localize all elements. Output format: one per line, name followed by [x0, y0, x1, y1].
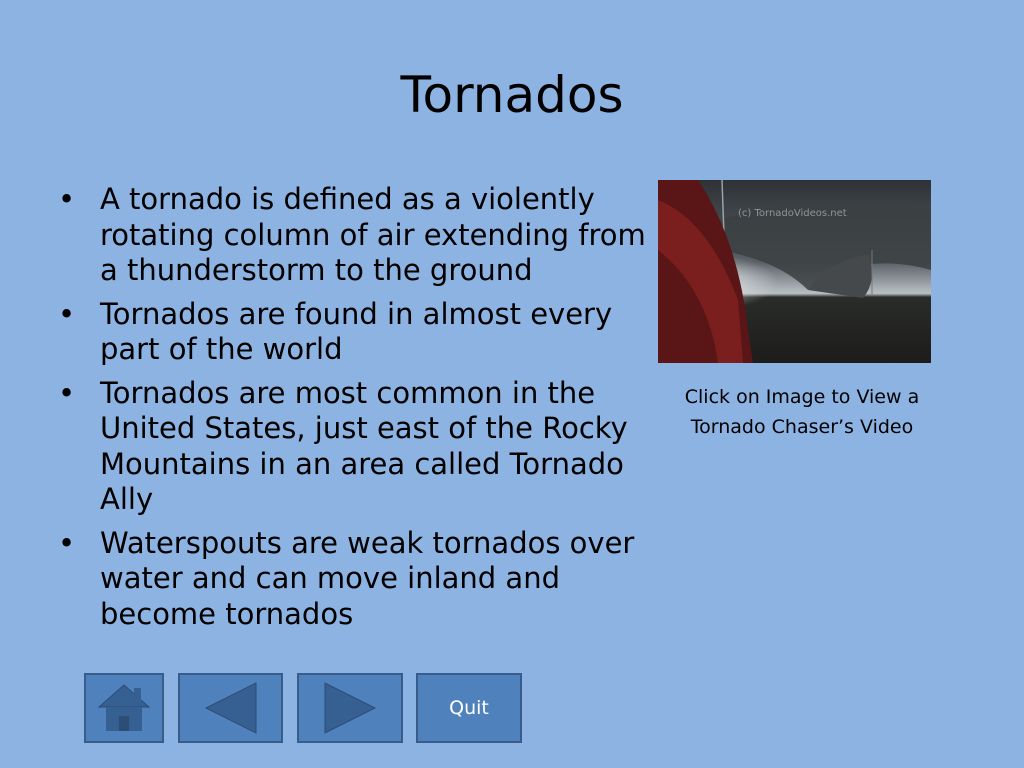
bullet-list: [58, 182, 658, 640]
watermark-text: (c) TornadoVideos.net: [738, 208, 847, 219]
tornado-video-thumbnail[interactable]: [658, 180, 931, 363]
home-button[interactable]: [84, 673, 164, 743]
home-icon: [96, 680, 152, 736]
slide-title: Tornados: [400, 66, 624, 124]
left-arrow-icon: [201, 680, 261, 736]
bullet-item: [58, 182, 658, 289]
bullet-text: Tornados are most common in the United States, just east of the Rocky Mountains in an area called Tornado Ally: [100, 375, 628, 516]
next-slide-button[interactable]: [297, 673, 403, 743]
quit-button[interactable]: [416, 673, 522, 743]
bullet-text: A tornado is defined as a violently rotating column of air extending from a thunderstorm to the ground: [100, 182, 646, 287]
bullet-icon: •: [58, 182, 76, 216]
bullet-icon: •: [58, 296, 76, 331]
bullet-item: [58, 297, 658, 368]
image-caption: Click on Image to View a Tornado Chaser’s Video: [684, 386, 920, 438]
bullet-item: [58, 376, 658, 518]
bullet-item: [58, 526, 658, 633]
bullet-text: Tornados are found in almost every part of the world: [100, 296, 613, 366]
right-arrow-icon: [320, 680, 380, 736]
tornado-image: [658, 180, 931, 363]
quit-label: Quit: [449, 697, 489, 719]
bullet-text: Waterspouts are weak tornados over water and can move inland and become tornados: [100, 525, 635, 631]
previous-slide-button[interactable]: [178, 673, 283, 743]
bullet-icon: •: [58, 525, 76, 560]
bullet-icon: •: [58, 375, 76, 410]
